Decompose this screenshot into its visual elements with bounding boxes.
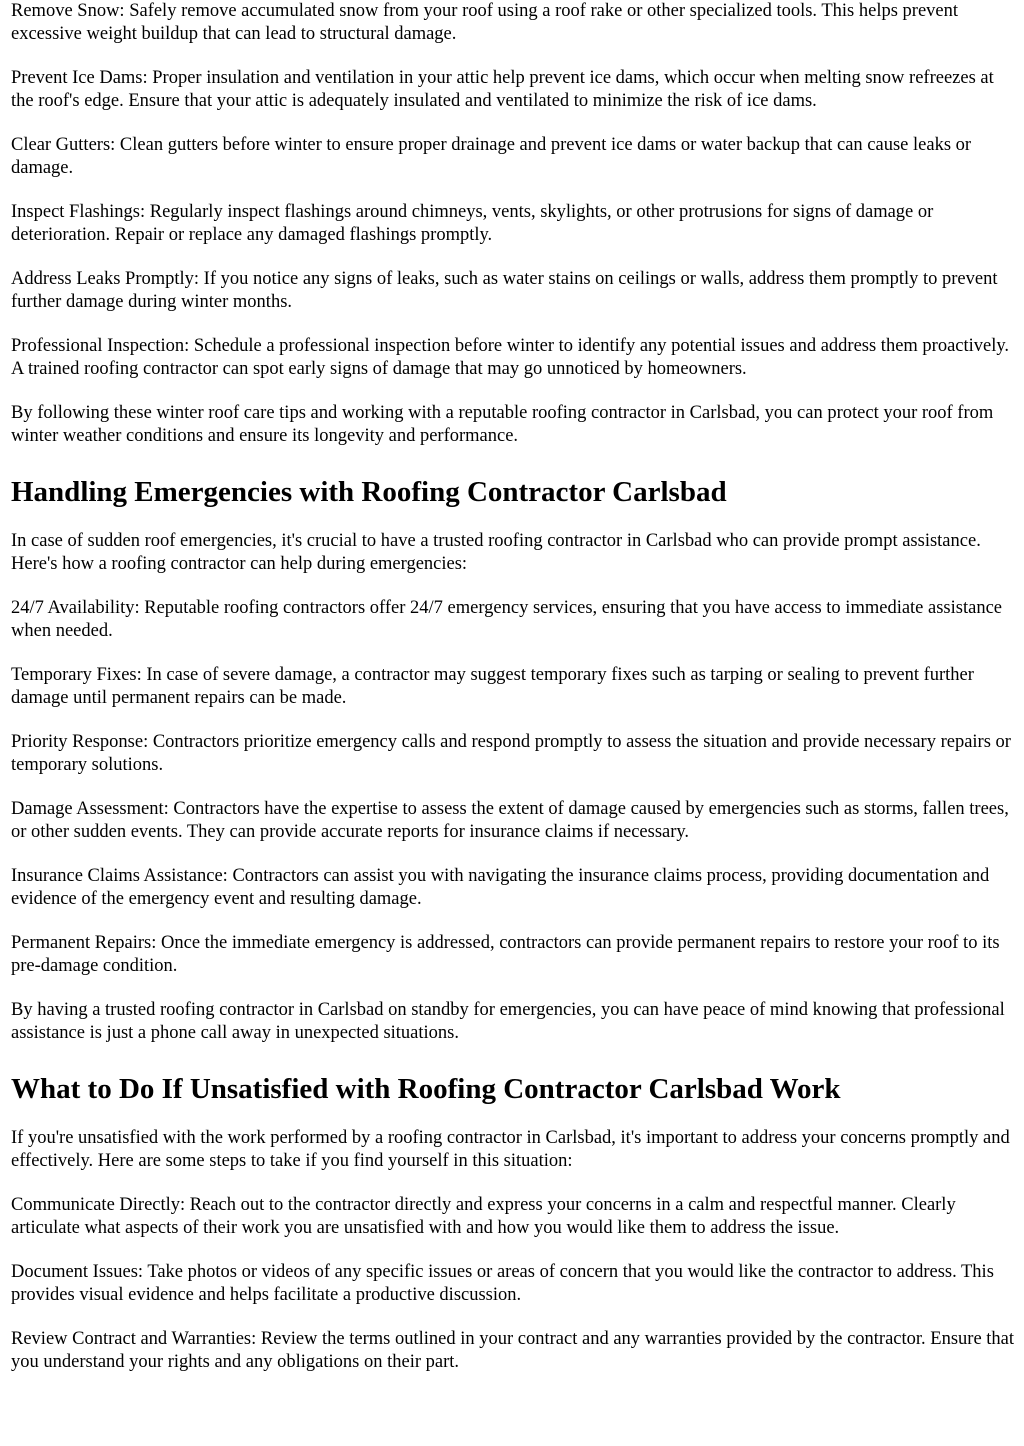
paragraph-communicate-directly: Communicate Directly: Reach out to the contractor directly and express your concerns in a calm and respectful manner. Clearly articulate what aspects of their work you are unsatisfied with and how you would like them to address the issue. [11,1195,956,1238]
winter-care-section [11,0,1017,448]
paragraph-permanent-repairs: Permanent Repairs: Once the immediate emergency is addressed, contractors can provide permanent repairs to restore your roof to its pre-damage condition. [11,933,1000,976]
paragraph-review-contract: Review Contract and Warranties: Review the terms outlined in your contract and any warranties provided by the contractor. Ensure that you understand your rights and any obligations on their part. [11,1329,1015,1372]
paragraph-prevent-ice-dams: Prevent Ice Dams: Proper insulation and ventilation in your attic help prevent ice dams, which occur when melting snow refreezes at the roof's edge. Ensure that your attic is adequately insulated and ventilated to minimize the risk of ice dams. [11,68,994,111]
document-page [11,0,1017,1395]
heading-unsatisfied: What to Do If Unsatisfied with Roofing Contractor Carlsbad Work [11,1073,841,1105]
paragraph-emergencies-intro: In case of sudden roof emergencies, it's crucial to have a trusted roofing contractor in Carlsbad who can provide prompt assistance. Here's how a roofing contractor can help during emergencies: [11,531,981,574]
paragraph-inspect-flashings: Inspect Flashings: Regularly inspect flashings around chimneys, vents, skylights, or other protrusions for signs of damage or deterioration. Repair or replace any damaged flashings promptly. [11,202,934,245]
paragraph-insurance-claims: Insurance Claims Assistance: Contractors can assist you with navigating the insurance claims process, providing documentation and evidence of the emergency event and resulting damage. [11,866,990,909]
unsatisfied-section [11,1072,1017,1374]
paragraph-availability: 24/7 Availability: Reputable roofing contractors offer 24/7 emergency services, ensuring that you have access to immediate assistance when needed. [11,598,1002,641]
heading-emergencies: Handling Emergencies with Roofing Contractor Carlsbad [11,476,727,508]
paragraph-clear-gutters: Clear Gutters: Clean gutters before winter to ensure proper drainage and prevent ice dams or water backup that can cause leaks or damage. [11,135,972,178]
paragraph-unsatisfied-intro: If you're unsatisfied with the work performed by a roofing contractor in Carlsbad, it's important to address your concerns promptly and effectively. Here are some steps to take if you find yourself in this situation: [11,1128,1010,1171]
paragraph-professional-inspection: Professional Inspection: Schedule a professional inspection before winter to identify any potential issues and address them proactively. A trained roofing contractor can spot early signs of damage that may go unnoticed by homeowners. [11,336,1010,379]
paragraph-priority-response: Priority Response: Contractors prioritize emergency calls and respond promptly to assess the situation and provide necessary repairs or temporary solutions. [11,732,1011,775]
paragraph-document-issues: Document Issues: Take photos or videos of any specific issues or areas of concern that you would like the contractor to address. This provides visual evidence and helps facilitate a productive discussion. [11,1262,994,1305]
paragraph-address-leaks: Address Leaks Promptly: If you notice any signs of leaks, such as water stains on ceilings or walls, address them promptly to prevent further damage during winter months. [11,269,998,312]
paragraph-temporary-fixes: Temporary Fixes: In case of severe damage, a contractor may suggest temporary fixes such as tarping or sealing to prevent further damage until permanent repairs can be made. [11,665,974,708]
paragraph-winter-conclusion: By following these winter roof care tips and working with a reputable roofing contractor in Carlsbad, you can protect your roof from winter weather conditions and ensure its longevity and performance. [11,403,994,446]
paragraph-damage-assessment: Damage Assessment: Contractors have the expertise to assess the extent of damage caused by emergencies such as storms, fallen trees, or other sudden events. They can provide accurate reports for insurance claims if necessary. [11,799,1009,842]
paragraph-remove-snow: Remove Snow: Safely remove accumulated snow from your roof using a roof rake or other specialized tools. This helps prevent excessive weight buildup that can lead to structural damage. [11,1,959,44]
emergencies-section [11,475,1017,1045]
paragraph-emergencies-conclusion: By having a trusted roofing contractor in Carlsbad on standby for emergencies, you can have peace of mind knowing that professional assistance is just a phone call away in unexpected situations. [11,1000,1005,1043]
